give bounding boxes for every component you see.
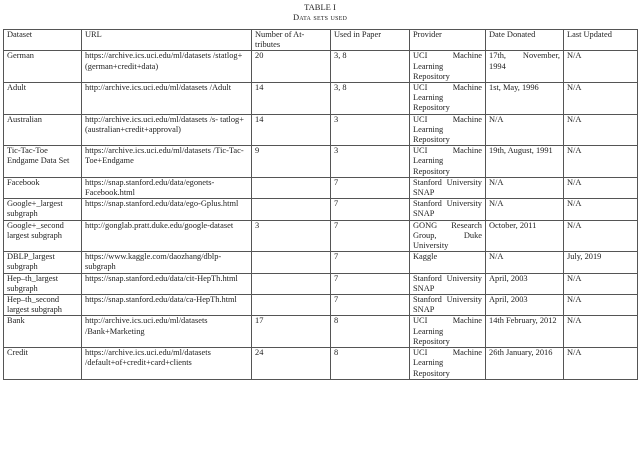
header-date-donated: Date Donated — [486, 30, 564, 51]
header-dataset: Dataset — [4, 30, 82, 51]
table-row — [4, 146, 638, 178]
date-donated-cell: 26th January, 2016 — [486, 348, 564, 380]
date-donated-cell: 19th, August, 1991 — [486, 146, 564, 178]
dataset-cell: Bank — [4, 316, 82, 348]
used-in-paper-cell: 7 — [331, 252, 410, 273]
table-row — [4, 220, 638, 252]
date-donated-cell: N/A — [486, 252, 564, 273]
date-donated-cell: 1st, May, 1996 — [486, 83, 564, 115]
attributes-cell — [252, 177, 331, 198]
table-row — [4, 348, 638, 380]
last-updated-cell: N/A — [564, 51, 638, 83]
table-row — [4, 83, 638, 115]
url-cell: http://archive.ics.uci.edu/ml/datasets /Bank+Marketing — [82, 316, 252, 348]
table-row — [4, 273, 638, 294]
date-donated-cell: N/A — [486, 114, 564, 146]
used-in-paper-cell: 8 — [331, 348, 410, 380]
date-donated-cell: 17th, November, 1994 — [486, 51, 564, 83]
url-cell: https://archive.ics.uci.edu/ml/datasets /default+of+credit+card+clients — [82, 348, 252, 380]
url-cell: http://gonglab.pratt.duke.edu/google-dataset — [82, 220, 252, 252]
used-in-paper-cell: 7 — [331, 199, 410, 220]
last-updated-cell: N/A — [564, 199, 638, 220]
dataset-cell: Adult — [4, 83, 82, 115]
attributes-cell — [252, 252, 331, 273]
provider-cell: Stanford University SNAP — [410, 177, 486, 198]
table-row — [4, 295, 638, 316]
date-donated-cell: April, 2003 — [486, 295, 564, 316]
used-in-paper-cell: 7 — [331, 177, 410, 198]
url-cell: https://snap.stanford.edu/data/egonets-Facebook.html — [82, 177, 252, 198]
last-updated-cell: N/A — [564, 273, 638, 294]
used-in-paper-cell: 3, 8 — [331, 51, 410, 83]
header-url: URL — [82, 30, 252, 51]
url-cell: https://archive.ics.uci.edu/ml/datasets /Tic-Tac-Toe+Endgame — [82, 146, 252, 178]
datasets-table — [3, 29, 638, 380]
dataset-cell: Hep–th_largest subgraph — [4, 273, 82, 294]
used-in-paper-cell: 7 — [331, 220, 410, 252]
date-donated-cell: April, 2003 — [486, 273, 564, 294]
dataset-cell: Credit — [4, 348, 82, 380]
url-cell: https://snap.stanford.edu/data/ego-Gplus.html — [82, 199, 252, 220]
last-updated-cell: N/A — [564, 83, 638, 115]
url-cell: https://archive.ics.uci.edu/ml/datasets /statlog+(german+credit+data) — [82, 51, 252, 83]
header-provider: Provider — [410, 30, 486, 51]
table-row — [4, 177, 638, 198]
last-updated-cell: N/A — [564, 316, 638, 348]
last-updated-cell: July, 2019 — [564, 252, 638, 273]
last-updated-cell: N/A — [564, 348, 638, 380]
attributes-cell — [252, 295, 331, 316]
header-used-in-paper: Used in Paper — [331, 30, 410, 51]
provider-cell: UCI Machine Learning Repository — [410, 51, 486, 83]
table-caption — [0, 0, 640, 22]
attributes-cell: 3 — [252, 220, 331, 252]
url-cell: https://www.kaggle.com/daozhang/dblp-subgraph — [82, 252, 252, 273]
table-row — [4, 114, 638, 146]
attributes-cell: 9 — [252, 146, 331, 178]
provider-cell: Stanford University SNAP — [410, 199, 486, 220]
date-donated-cell: N/A — [486, 199, 564, 220]
date-donated-cell: October, 2011 — [486, 220, 564, 252]
dataset-cell: Tic-Tac-Toe Endgame Data Set — [4, 146, 82, 178]
dataset-cell: German — [4, 51, 82, 83]
url-cell: http://archive.ics.uci.edu/ml/datasets /s- tatlog+(australian+credit+approval) — [82, 114, 252, 146]
provider-cell: UCI Machine Learning Repository — [410, 146, 486, 178]
attributes-cell — [252, 199, 331, 220]
last-updated-cell: N/A — [564, 220, 638, 252]
attributes-cell: 14 — [252, 83, 331, 115]
dataset-cell: Facebook — [4, 177, 82, 198]
used-in-paper-cell: 3, 8 — [331, 83, 410, 115]
dataset-cell: Google+_largest subgraph — [4, 199, 82, 220]
dataset-cell: Hep–th_second largest subgraph — [4, 295, 82, 316]
used-in-paper-cell: 8 — [331, 316, 410, 348]
header-number-of-attributes: Number of At- tributes — [252, 30, 331, 51]
url-cell: https://snap.stanford.edu/data/cit-HepTh.html — [82, 273, 252, 294]
dataset-cell: Google+_second largest subgraph — [4, 220, 82, 252]
header-last-updated: Last Updated — [564, 30, 638, 51]
date-donated-cell: 14th February, 2012 — [486, 316, 564, 348]
header-row — [4, 30, 638, 51]
provider-cell: UCI Machine Learning Repository — [410, 348, 486, 380]
table-title: Data sets used — [292, 12, 348, 22]
provider-cell: Stanford University SNAP — [410, 295, 486, 316]
attributes-cell: 20 — [252, 51, 331, 83]
provider-cell: Stanford University SNAP — [410, 273, 486, 294]
used-in-paper-cell: 3 — [331, 146, 410, 178]
provider-cell: UCI Machine Learning Repository — [410, 316, 486, 348]
provider-cell: UCI Machine Learning Repository — [410, 114, 486, 146]
used-in-paper-cell: 3 — [331, 114, 410, 146]
url-cell: https://snap.stanford.edu/data/ca-HepTh.html — [82, 295, 252, 316]
dataset-cell: DBLP_largest subgraph — [4, 252, 82, 273]
table-row — [4, 199, 638, 220]
last-updated-cell: N/A — [564, 177, 638, 198]
table-row — [4, 51, 638, 83]
provider-cell: UCI Machine Learning Repository — [410, 83, 486, 115]
attributes-cell: 14 — [252, 114, 331, 146]
attributes-cell — [252, 273, 331, 294]
url-cell: http://archive.ics.uci.edu/ml/datasets /Adult — [82, 83, 252, 115]
table-body — [4, 51, 638, 379]
date-donated-cell: N/A — [486, 177, 564, 198]
used-in-paper-cell: 7 — [331, 273, 410, 294]
attributes-cell: 17 — [252, 316, 331, 348]
table-row — [4, 316, 638, 348]
last-updated-cell: N/A — [564, 114, 638, 146]
provider-cell: Kaggle — [410, 252, 486, 273]
used-in-paper-cell: 7 — [331, 295, 410, 316]
attributes-cell: 24 — [252, 348, 331, 380]
table-row — [4, 252, 638, 273]
provider-cell: GONG Research Group, Duke University — [410, 220, 486, 252]
last-updated-cell: N/A — [564, 295, 638, 316]
last-updated-cell: N/A — [564, 146, 638, 178]
table-number: TABLE I — [304, 2, 336, 12]
dataset-cell: Australian — [4, 114, 82, 146]
